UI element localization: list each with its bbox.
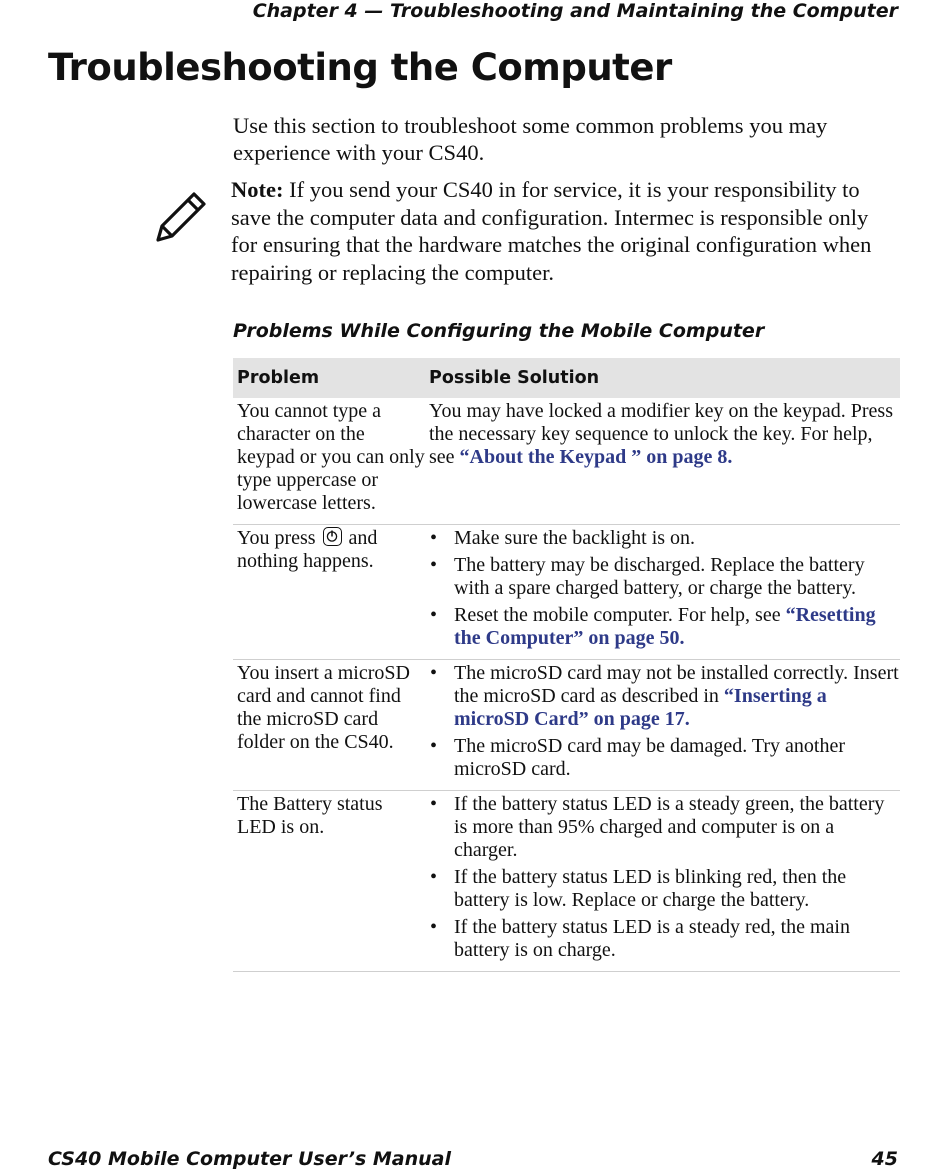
header-problem: Problem xyxy=(233,358,429,398)
list-item: • If the battery status LED is a steady green, the battery is more than 95% charged and computer is on a charger. xyxy=(429,793,900,862)
solution-list xyxy=(429,527,900,650)
solution-cell xyxy=(429,398,900,525)
footer-manual-title: CS40 Mobile Computer User’s Manual xyxy=(48,1148,452,1170)
keypad-link[interactable]: “About the Keypad ” on page 8. xyxy=(459,446,733,468)
table-row xyxy=(233,791,900,972)
list-item-text: The microSD card may not be installed correctly. Insert the microSD card as described in xyxy=(454,662,899,707)
solution-list xyxy=(429,793,900,962)
problem-cell: The Battery status LED is on. xyxy=(233,791,429,972)
troubleshooting-table xyxy=(233,358,900,972)
solution-cell xyxy=(429,660,900,791)
header-solution: Possible Solution xyxy=(429,358,900,398)
solution-cell xyxy=(429,791,900,972)
list-item-text: Reset the mobile computer. For help, see xyxy=(454,604,786,626)
resetting-link[interactable]: “Resetting the Computer” on page 50. xyxy=(454,604,876,649)
problem-text: You press xyxy=(237,527,316,549)
list-item xyxy=(429,662,900,731)
problem-cell: You cannot type a character on the keypad or you can only type uppercase or lowercase letters. xyxy=(233,398,429,525)
list-item: • If the battery status LED is a steady red, the main battery is on charge. xyxy=(429,916,900,962)
list-item: • The microSD card may be damaged. Try another microSD card. xyxy=(429,735,900,781)
chapter-header: Chapter 4 — Troubleshooting and Maintaining the Computer xyxy=(252,0,898,22)
solution-text: You may have locked a modifier key on the keypad. Press the necessary key sequence to unlock the key. For help, see xyxy=(429,400,893,468)
problem-text: and nothing happens. xyxy=(237,527,378,572)
solution-cell xyxy=(429,525,900,660)
table-row xyxy=(233,525,900,660)
note-label: Note: xyxy=(231,177,284,202)
list-item xyxy=(429,604,900,650)
list-item: • Make sure the backlight is on. xyxy=(429,527,900,550)
list-item: • The battery may be discharged. Replace the battery with a spare charged battery, or charge the battery. xyxy=(429,554,900,600)
note-text: If you send your CS40 in for service, it is your responsibility to save the computer data and configuration. Intermec is responsible only for ensuring that the hardware matches the original configuration when repairing or replacing the computer. xyxy=(231,177,872,285)
list-item: • If the battery status LED is blinking red, then the battery is low. Replace or charge the battery. xyxy=(429,866,900,912)
note-paragraph xyxy=(231,176,896,286)
problem-cell xyxy=(233,525,429,660)
inserting-microsd-link[interactable]: “Inserting a microSD Card” on page 17. xyxy=(454,685,827,730)
table-row xyxy=(233,660,900,791)
table-header-row xyxy=(233,358,900,398)
intro-paragraph: Use this section to troubleshoot some common problems you may experience with your CS40. xyxy=(233,113,828,165)
footer-page-number: 45 xyxy=(871,1148,898,1170)
problem-cell: You insert a microSD card and cannot find the microSD card folder on the CS40. xyxy=(233,660,429,791)
table-title: Problems While Configuring the Mobile Computer xyxy=(233,320,765,342)
power-key-icon xyxy=(323,527,342,546)
table-row xyxy=(233,398,900,525)
solution-list xyxy=(429,662,900,781)
pencil-icon xyxy=(150,188,210,246)
page-title: Troubleshooting the Computer xyxy=(48,46,672,89)
